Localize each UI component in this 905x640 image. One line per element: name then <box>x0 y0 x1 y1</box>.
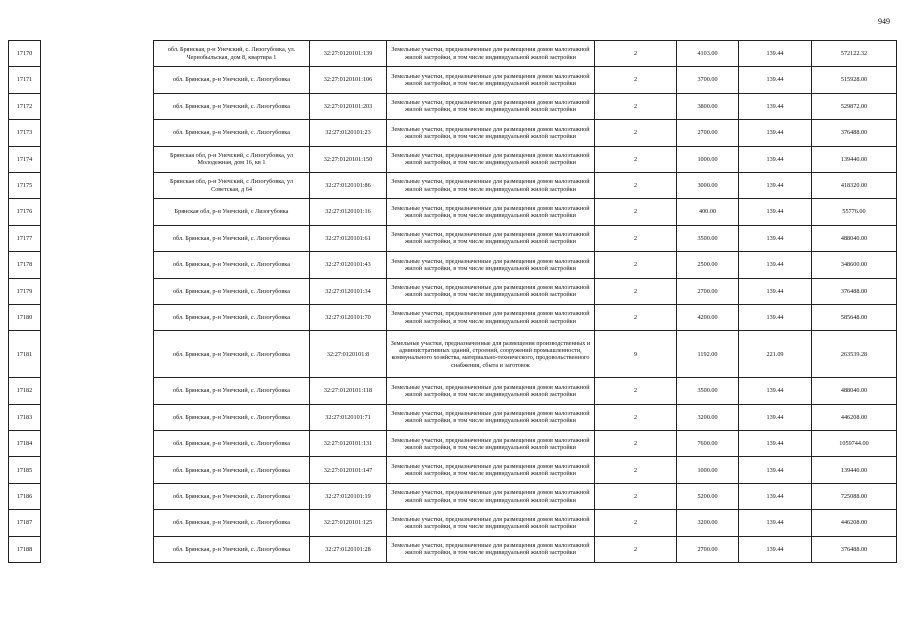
area-cell: 1192.00 <box>677 331 739 378</box>
table-row <box>9 120 897 146</box>
unit-value-cell: 139.44 <box>739 252 812 278</box>
group-cell: 9 <box>595 331 677 378</box>
group-cell: 2 <box>595 199 677 225</box>
cadastral-value-cell: 529872.00 <box>812 93 897 119</box>
area-cell: 3700.00 <box>677 67 739 93</box>
table-row <box>9 225 897 251</box>
land-use-cell: Земельные участки, предназначенные для размещения домов малоэтажной жилой застройки, в том числе индивидуальной жилой застройки <box>387 304 595 330</box>
cadastral-value-cell: 139440.00 <box>812 146 897 172</box>
land-use-cell: Земельные участки, предназначенные для размещения домов малоэтажной жилой застройки, в том числе индивидуальной жилой застройки <box>387 404 595 430</box>
table-row <box>9 252 897 278</box>
area-cell: 3200.00 <box>677 404 739 430</box>
table-row <box>9 483 897 509</box>
blank-cell <box>41 304 154 330</box>
table-row <box>9 67 897 93</box>
land-use-cell: Земельные участки, предназначенные для размещения домов малоэтажной жилой застройки, в том числе индивидуальной жилой застройки <box>387 378 595 404</box>
row-id-cell: 17177 <box>9 225 41 251</box>
land-use-cell: Земельные участки, предназначенные для размещения домов малоэтажной жилой застройки, в том числе индивидуальной жилой застройки <box>387 278 595 304</box>
land-use-cell: Земельные участки, предназначенные для размещения домов малоэтажной жилой застройки, в том числе индивидуальной жилой застройки <box>387 225 595 251</box>
address-cell: Брянская обл, р-н Унечский, с Лизогубовка, ул Советская, д 64 <box>154 172 310 198</box>
table-row <box>9 404 897 430</box>
area-cell: 3800.00 <box>677 93 739 119</box>
address-cell: обл. Брянская, р-н Унечский, с. Лизогубовка <box>154 120 310 146</box>
blank-cell <box>41 278 154 304</box>
blank-cell <box>41 404 154 430</box>
row-id-cell: 17174 <box>9 146 41 172</box>
land-use-cell: Земельные участки, предназначенные для размещения домов малоэтажной жилой застройки, в том числе индивидуальной жилой застройки <box>387 199 595 225</box>
unit-value-cell: 139.44 <box>739 41 812 67</box>
row-id-cell: 17180 <box>9 304 41 330</box>
area-cell: 3000.00 <box>677 172 739 198</box>
row-id-cell: 17179 <box>9 278 41 304</box>
area-cell: 2700.00 <box>677 536 739 562</box>
group-cell: 2 <box>595 120 677 146</box>
table-row <box>9 41 897 67</box>
address-cell: обл. Брянская, р-н Унечский, с. Лизогубовка <box>154 510 310 536</box>
cadastral-number-cell: 32:27:0120101:147 <box>310 457 387 483</box>
land-use-cell: Земельные участки, предназначенные для размещения домов малоэтажной жилой застройки, в том числе индивидуальной жилой застройки <box>387 120 595 146</box>
cadastral-number-cell: 32:27:0120101:118 <box>310 378 387 404</box>
unit-value-cell: 139.44 <box>739 457 812 483</box>
blank-cell <box>41 331 154 378</box>
group-cell: 2 <box>595 225 677 251</box>
address-cell: обл. Брянская, р-н Унечский, с. Лизогубовка <box>154 378 310 404</box>
blank-cell <box>41 536 154 562</box>
blank-cell <box>41 378 154 404</box>
address-cell: обл. Брянская, р-н Унечский, с. Лизогубовка <box>154 536 310 562</box>
area-cell: 2500.00 <box>677 252 739 278</box>
row-id-cell: 17186 <box>9 483 41 509</box>
land-use-cell: Земельные участки, предназначенные для размещения домов малоэтажной жилой застройки, в том числе индивидуальной жилой застройки <box>387 146 595 172</box>
cadastral-value-table <box>8 40 897 563</box>
cadastral-number-cell: 32:27:0120101:131 <box>310 431 387 457</box>
blank-cell <box>41 93 154 119</box>
unit-value-cell: 139.44 <box>739 146 812 172</box>
blank-cell <box>41 225 154 251</box>
cadastral-value-cell: 376488.00 <box>812 536 897 562</box>
group-cell: 2 <box>595 304 677 330</box>
land-use-cell: Земельные участки, предназначенные для размещения домов малоэтажной жилой застройки, в том числе индивидуальной жилой застройки <box>387 67 595 93</box>
land-use-cell: Земельные участки, предназначенные для размещения домов малоэтажной жилой застройки, в том числе индивидуальной жилой застройки <box>387 172 595 198</box>
group-cell: 2 <box>595 93 677 119</box>
table-row <box>9 378 897 404</box>
area-cell: 2700.00 <box>677 120 739 146</box>
address-cell: обл. Брянская, р-н Унечский, с. Лизогубовка <box>154 278 310 304</box>
cadastral-value-cell: 488040.00 <box>812 225 897 251</box>
cadastral-number-cell: 32:27:0120101:139 <box>310 41 387 67</box>
address-cell: обл. Брянская, р-н Унечский, с. Лизогубовка <box>154 457 310 483</box>
land-use-cell: Земельные участки, предназначенные для размещения домов малоэтажной жилой застройки, в том числе индивидуальной жилой застройки <box>387 41 595 67</box>
table-body <box>9 41 897 563</box>
unit-value-cell: 139.44 <box>739 304 812 330</box>
address-cell: Брянская обл, р-н Унечский, с Лизогубовка <box>154 199 310 225</box>
table-row <box>9 431 897 457</box>
area-cell: 3500.00 <box>677 225 739 251</box>
land-use-cell: Земельные участки, предназначенные для размещения домов малоэтажной жилой застройки, в том числе индивидуальной жилой застройки <box>387 252 595 278</box>
unit-value-cell: 139.44 <box>739 431 812 457</box>
cadastral-value-cell: 725088.00 <box>812 483 897 509</box>
blank-cell <box>41 252 154 278</box>
land-use-cell: Земельные участки, предназначенные для размещения домов малоэтажной жилой застройки, в том числе индивидуальной жилой застройки <box>387 536 595 562</box>
unit-value-cell: 139.44 <box>739 483 812 509</box>
land-use-cell: Земельные участки, предназначенные для размещения домов малоэтажной жилой застройки, в том числе индивидуальной жилой застройки <box>387 431 595 457</box>
cadastral-number-cell: 32:27:0120101:203 <box>310 93 387 119</box>
row-id-cell: 17184 <box>9 431 41 457</box>
group-cell: 2 <box>595 172 677 198</box>
unit-value-cell: 139.44 <box>739 378 812 404</box>
cadastral-number-cell: 32:27:0120101:34 <box>310 278 387 304</box>
address-cell: обл. Брянская, р-н Унечский, с. Лизогубовка <box>154 331 310 378</box>
page-number: 949 <box>878 17 890 26</box>
address-cell: Брянская обл, р-н Унечский, с Лизогубовка, ул Молодежная, дом 16, кв 1 <box>154 146 310 172</box>
cadastral-number-cell: 32:27:0120101:86 <box>310 172 387 198</box>
area-cell: 2700.00 <box>677 278 739 304</box>
land-use-cell: Земельные участки, предназначенные для размещения домов малоэтажной жилой застройки, в том числе индивидуальной жилой застройки <box>387 510 595 536</box>
unit-value-cell: 139.44 <box>739 67 812 93</box>
cadastral-number-cell: 32:27:0120101:106 <box>310 67 387 93</box>
group-cell: 2 <box>595 431 677 457</box>
land-use-cell: Земельные участки, предназначенные для размещения домов малоэтажной жилой застройки, в том числе индивидуальной жилой застройки <box>387 93 595 119</box>
row-id-cell: 17172 <box>9 93 41 119</box>
cadastral-number-cell: 32:27:0120101:16 <box>310 199 387 225</box>
row-id-cell: 17181 <box>9 331 41 378</box>
area-cell: 1000.00 <box>677 457 739 483</box>
group-cell: 2 <box>595 483 677 509</box>
land-use-cell: Земельные участки, предназначенные для размещения домов малоэтажной жилой застройки, в том числе индивидуальной жилой застройки <box>387 457 595 483</box>
row-id-cell: 17185 <box>9 457 41 483</box>
address-cell: обл. Брянская, р-н Унечский, с. Лизогубовка <box>154 304 310 330</box>
row-id-cell: 17175 <box>9 172 41 198</box>
unit-value-cell: 139.44 <box>739 510 812 536</box>
cadastral-number-cell: 32:27:0120101:61 <box>310 225 387 251</box>
area-cell: 5200.00 <box>677 483 739 509</box>
row-id-cell: 17171 <box>9 67 41 93</box>
cadastral-value-cell: 376488.00 <box>812 278 897 304</box>
group-cell: 2 <box>595 457 677 483</box>
row-id-cell: 17170 <box>9 41 41 67</box>
address-cell: обл. Брянская, р-н Унечский, с. Лизогубовка <box>154 252 310 278</box>
cadastral-number-cell: 32:27:0120101:43 <box>310 252 387 278</box>
cadastral-value-cell: 348600.00 <box>812 252 897 278</box>
blank-cell <box>41 120 154 146</box>
address-cell: обл. Брянская, р-н Унечский, с. Лизогубовка <box>154 225 310 251</box>
address-cell: обл. Брянская, р-н Унечский, с. Лизогубовка <box>154 431 310 457</box>
table-row <box>9 304 897 330</box>
blank-cell <box>41 457 154 483</box>
blank-cell <box>41 172 154 198</box>
cadastral-value-cell: 139440.00 <box>812 457 897 483</box>
blank-cell <box>41 431 154 457</box>
unit-value-cell: 221.09 <box>739 331 812 378</box>
area-cell: 7600.00 <box>677 431 739 457</box>
cadastral-value-cell: 446208.00 <box>812 404 897 430</box>
area-cell: 1000.00 <box>677 146 739 172</box>
cadastral-number-cell: 32:27:0120101:23 <box>310 120 387 146</box>
cadastral-value-cell: 585648.00 <box>812 304 897 330</box>
address-cell: обл. Брянская, р-н Унечский, с. Лизогубовка <box>154 404 310 430</box>
unit-value-cell: 139.44 <box>739 93 812 119</box>
group-cell: 2 <box>595 378 677 404</box>
group-cell: 2 <box>595 278 677 304</box>
row-id-cell: 17183 <box>9 404 41 430</box>
table-row <box>9 278 897 304</box>
blank-cell <box>41 199 154 225</box>
cadastral-number-cell: 32:27:0120101:70 <box>310 304 387 330</box>
cadastral-value-cell: 572122.32 <box>812 41 897 67</box>
blank-cell <box>41 510 154 536</box>
cadastral-value-cell: 488040.00 <box>812 378 897 404</box>
table-row <box>9 510 897 536</box>
group-cell: 2 <box>595 510 677 536</box>
cadastral-number-cell: 32:27:0120101:28 <box>310 536 387 562</box>
area-cell: 3200.00 <box>677 510 739 536</box>
group-cell: 2 <box>595 41 677 67</box>
cadastral-number-cell: 32:27:0120101:71 <box>310 404 387 430</box>
cadastral-value-cell: 418320.00 <box>812 172 897 198</box>
cadastral-value-cell: 446208.00 <box>812 510 897 536</box>
cadastral-number-cell: 32:27:0120101:150 <box>310 146 387 172</box>
address-cell: обл. Брянская, р-н Унечский, с. Лизогубовка, ул. Чернобыльская, дом 8, квартира 1 <box>154 41 310 67</box>
unit-value-cell: 139.44 <box>739 536 812 562</box>
row-id-cell: 17188 <box>9 536 41 562</box>
blank-cell <box>41 41 154 67</box>
group-cell: 2 <box>595 252 677 278</box>
area-cell: 3500.00 <box>677 378 739 404</box>
table-row <box>9 93 897 119</box>
unit-value-cell: 139.44 <box>739 172 812 198</box>
unit-value-cell: 139.44 <box>739 225 812 251</box>
table-row <box>9 172 897 198</box>
row-id-cell: 17182 <box>9 378 41 404</box>
table-row <box>9 199 897 225</box>
unit-value-cell: 139.44 <box>739 404 812 430</box>
land-use-cell: Земельные участки, предназначенные для размещения домов малоэтажной жилой застройки, в том числе индивидуальной жилой застройки <box>387 483 595 509</box>
cadastral-value-cell: 515928.00 <box>812 67 897 93</box>
table-row <box>9 536 897 562</box>
cadastral-number-cell: 32:27:0120101:125 <box>310 510 387 536</box>
cadastral-value-cell: 263539.28 <box>812 331 897 378</box>
cadastral-number-cell: 32:27:0120101:8 <box>310 331 387 378</box>
unit-value-cell: 139.44 <box>739 199 812 225</box>
blank-cell <box>41 67 154 93</box>
row-id-cell: 17173 <box>9 120 41 146</box>
group-cell: 2 <box>595 536 677 562</box>
table-row <box>9 146 897 172</box>
address-cell: обл. Брянская, р-н Унечский, с. Лизогубовка <box>154 483 310 509</box>
cadastral-number-cell: 32:27:0120101:19 <box>310 483 387 509</box>
table-row <box>9 457 897 483</box>
row-id-cell: 17176 <box>9 199 41 225</box>
area-cell: 4103.00 <box>677 41 739 67</box>
cadastral-value-cell: 55776.00 <box>812 199 897 225</box>
group-cell: 2 <box>595 404 677 430</box>
row-id-cell: 17187 <box>9 510 41 536</box>
cadastral-value-cell: 1059744.00 <box>812 431 897 457</box>
land-use-cell: Земельные участки, предназначенные для размещения производственных и административных зданий, строений, сооружений промышленности, коммунального хозяйства, материально-технического, продовольственного снабжения, сбыта и заготовок <box>387 331 595 378</box>
group-cell: 2 <box>595 67 677 93</box>
table-row <box>9 331 897 378</box>
unit-value-cell: 139.44 <box>739 278 812 304</box>
blank-cell <box>41 146 154 172</box>
area-cell: 4200.00 <box>677 304 739 330</box>
cadastral-value-cell: 376488.00 <box>812 120 897 146</box>
blank-cell <box>41 483 154 509</box>
address-cell: обл. Брянская, р-н Унечский, с. Лизогубовка <box>154 93 310 119</box>
row-id-cell: 17178 <box>9 252 41 278</box>
unit-value-cell: 139.44 <box>739 120 812 146</box>
group-cell: 2 <box>595 146 677 172</box>
address-cell: обл. Брянская, р-н Унечский, с. Лизогубовка <box>154 67 310 93</box>
area-cell: 400.00 <box>677 199 739 225</box>
